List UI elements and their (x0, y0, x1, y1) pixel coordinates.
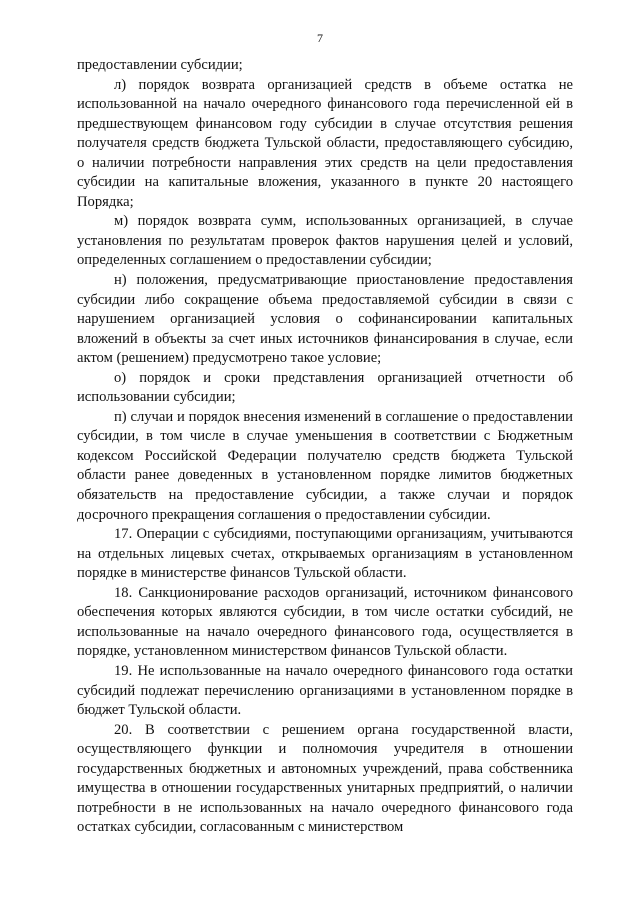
paragraph-item-o: о) порядок и сроки представления организацией отчетности об использовании субсидии; (77, 369, 573, 406)
paragraph-clause-18: 18. Санкционирование расходов организаций, источником финансового обеспечения которых являются субсидии, в том числе остатки субсидий, не использованные на начало очередного финансового года, осуществляется в порядке, установленном министерством финансов Тульской области. (77, 584, 573, 660)
paragraph-item-l: л) порядок возврата организацией средств в объеме остатка не использованной на начало очередного финансового года перечисленной ей в предшествующем финансовом году субсидии в случае отсутствия решения получателя средств бюджета Тульской области, предоставляющего субсидию, о наличии потребности направления этих средств на цели предоставления субсидии на капитальные вложения, указанного в пункте 20 настоящего Порядка; (77, 76, 573, 210)
paragraph-clause-20: 20. В соответствии с решением органа государственной власти, осуществляющего функции и полномочия учредителя в отношении государственных бюджетных и автономных учреждений, права собственника имущества в отношении государственных унитарных предприятий, о наличии потребности в не использованных на начало очередного финансового года остатках субсидии, согласованным с министерством (77, 721, 573, 836)
paragraph-clause-19: 19. Не использованные на начало очередного финансового года остатки субсидий подлежат перечислению организациями в установленном порядке в бюджет Тульской области. (77, 662, 573, 719)
page-number: 7 (317, 31, 323, 45)
paragraph-item-n: н) положения, предусматривающие приостановление предоставления субсидии либо сокращение объема предоставляемой субсидии в связи с нарушением организацией условия о софинансировании капитальных вложений в объекты за счет иных источников финансирования в случае, если актом (решением) предусмотрено такое условие; (77, 272, 573, 367)
paragraph-item-p: п) случаи и порядок внесения изменений в соглашение о предоставлении субсидии, в том числе в случае уменьшения в соответствии с Бюджетным кодексом Российской Федерации получателю средств бюджета Тульской области ранее доведенных в установленном порядке лимитов бюджетных обязательств на предоставление субсидии, а также случаи и порядок досрочного прекращения соглашения о предоставлении субсидии. (77, 408, 573, 523)
paragraph-clause-17: 17. Операции с субсидиями, поступающими организациям, учитываются на отдельных лицевых счетах, открываемых организациям в установленном порядке в министерстве финансов Тульской области. (77, 526, 573, 582)
document-body (77, 56, 573, 838)
paragraph-item-m: м) порядок возврата сумм, использованных организацией, в случае установления по результатам проверок фактов нарушения целей и условий, определенных соглашением о предоставлении субсидии; (77, 213, 573, 269)
paragraph-continuation: предоставлении субсидии; (77, 57, 243, 73)
